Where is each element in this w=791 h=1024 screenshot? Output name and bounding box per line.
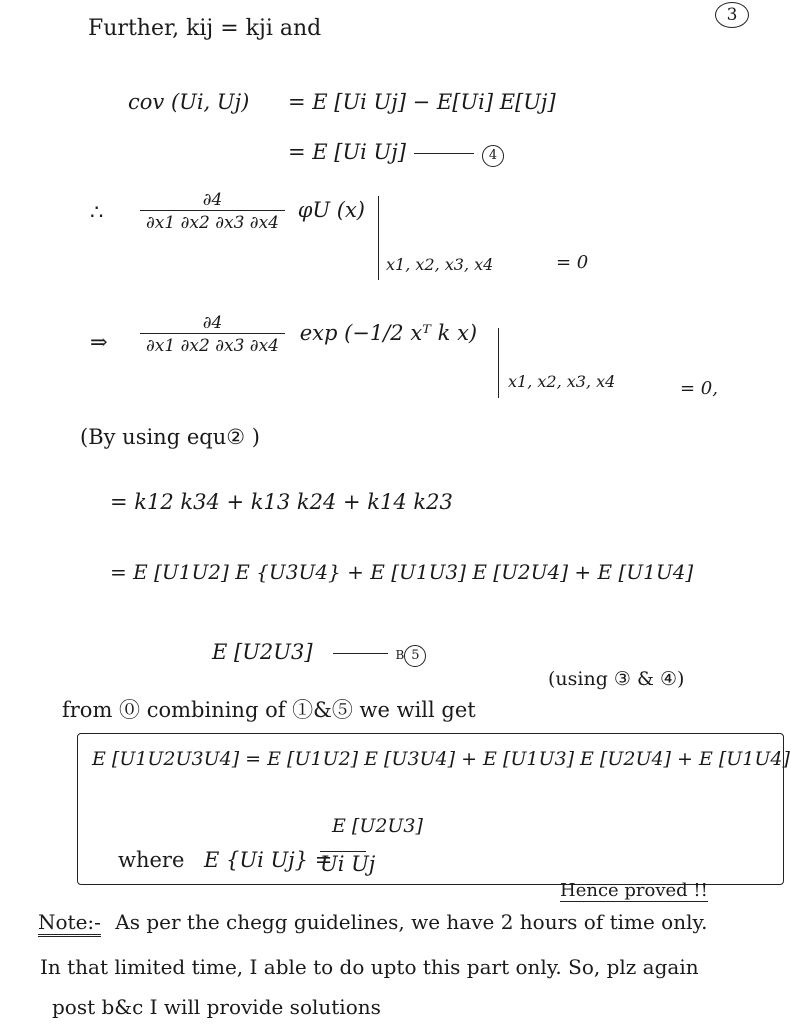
derivative-2-numerator: ∂4 [202, 313, 223, 333]
using-3-and-4: (using ③ & ④) [548, 668, 685, 690]
cov-rhs: = E [Ui Uj] − E[Ui] E[Uj] [288, 90, 556, 114]
derivative-1 [140, 190, 365, 233]
from-combining-line: from ⓪ combining of ①&⑤ we will get [62, 698, 476, 722]
equation-tag-5: 5 [404, 645, 426, 667]
implies-symbol: ⇒ [90, 330, 108, 354]
hence-proved-text: Hence proved !! [560, 880, 708, 901]
derivative-2-fraction [140, 313, 285, 356]
by-using-note: (By using equ② ) [80, 425, 260, 449]
therefore-symbol: ∴ [90, 200, 104, 224]
note-line-1 [38, 910, 708, 934]
hence-proved [560, 880, 708, 901]
derivative-2-function: exp (−1/2 xᵀ k x) [299, 321, 478, 345]
result-box-line-1: E [U1U2U3U4] = E [U1U2] E [U3U4] + E [U1U3] E [U2U4] + E [U1U4] [92, 748, 790, 770]
page-number: 3 [715, 2, 749, 28]
where-lhs: E {Ui Uj} = [204, 848, 333, 872]
line-further: Further, kij = kji and [88, 16, 322, 41]
evaluation-bar-1 [378, 196, 379, 280]
k-expansion: = k12 k34 + k13 k24 + k14 k23 [110, 490, 453, 514]
where-rhs: Ui Uj [320, 852, 376, 876]
note-line-3: post b&c I will provide solutions [52, 995, 381, 1019]
cov-line2-text: = E [Ui Uj] [288, 140, 406, 164]
result-box-line-2: E [U2U3] [332, 815, 423, 837]
expectation-line-1: = E [U1U2] E {U3U4} + E [U1U3] E [U2U4] + E [U1U4] [110, 560, 694, 584]
derivative-1-fraction [140, 190, 285, 233]
derivative-2-eval-point: x1, x2, x3, x4 [508, 372, 616, 391]
derivative-1-eval-point: x1, x2, x3, x4 [386, 255, 494, 274]
note-label: Note:- [38, 910, 101, 937]
note-line-1-text: As per the chegg guidelines, we have 2 hours of time only. [115, 910, 708, 934]
where-prefix: where [118, 848, 185, 872]
derivative-1-result: = 0 [556, 252, 589, 273]
derivative-2-denominator: ∂x1 ∂x2 ∂x3 ∂x4 [140, 333, 285, 356]
expectation-line-2-text: E [U2U3] [212, 640, 313, 664]
cov-lhs: cov (Ui, Uj) [128, 90, 250, 114]
cov-line2 [288, 140, 504, 167]
derivative-1-denominator: ∂x1 ∂x2 ∂x3 ∂x4 [140, 210, 285, 233]
derivative-1-numerator: ∂4 [202, 190, 223, 210]
equation-tag-4: 4 [482, 145, 504, 167]
derivative-2 [140, 313, 477, 356]
evaluation-bar-2 [498, 328, 499, 398]
dash-separator-2 [333, 653, 388, 654]
note-line-2: In that limited time, I able to do upto this part only. So, plz again [40, 955, 699, 979]
expectation-line-2 [212, 640, 426, 667]
dash-separator [414, 153, 474, 154]
derivative-2-result: = 0, [680, 378, 718, 399]
derivative-1-function: φU (x) [297, 198, 365, 222]
equation-5-prefix: B [395, 648, 405, 662]
